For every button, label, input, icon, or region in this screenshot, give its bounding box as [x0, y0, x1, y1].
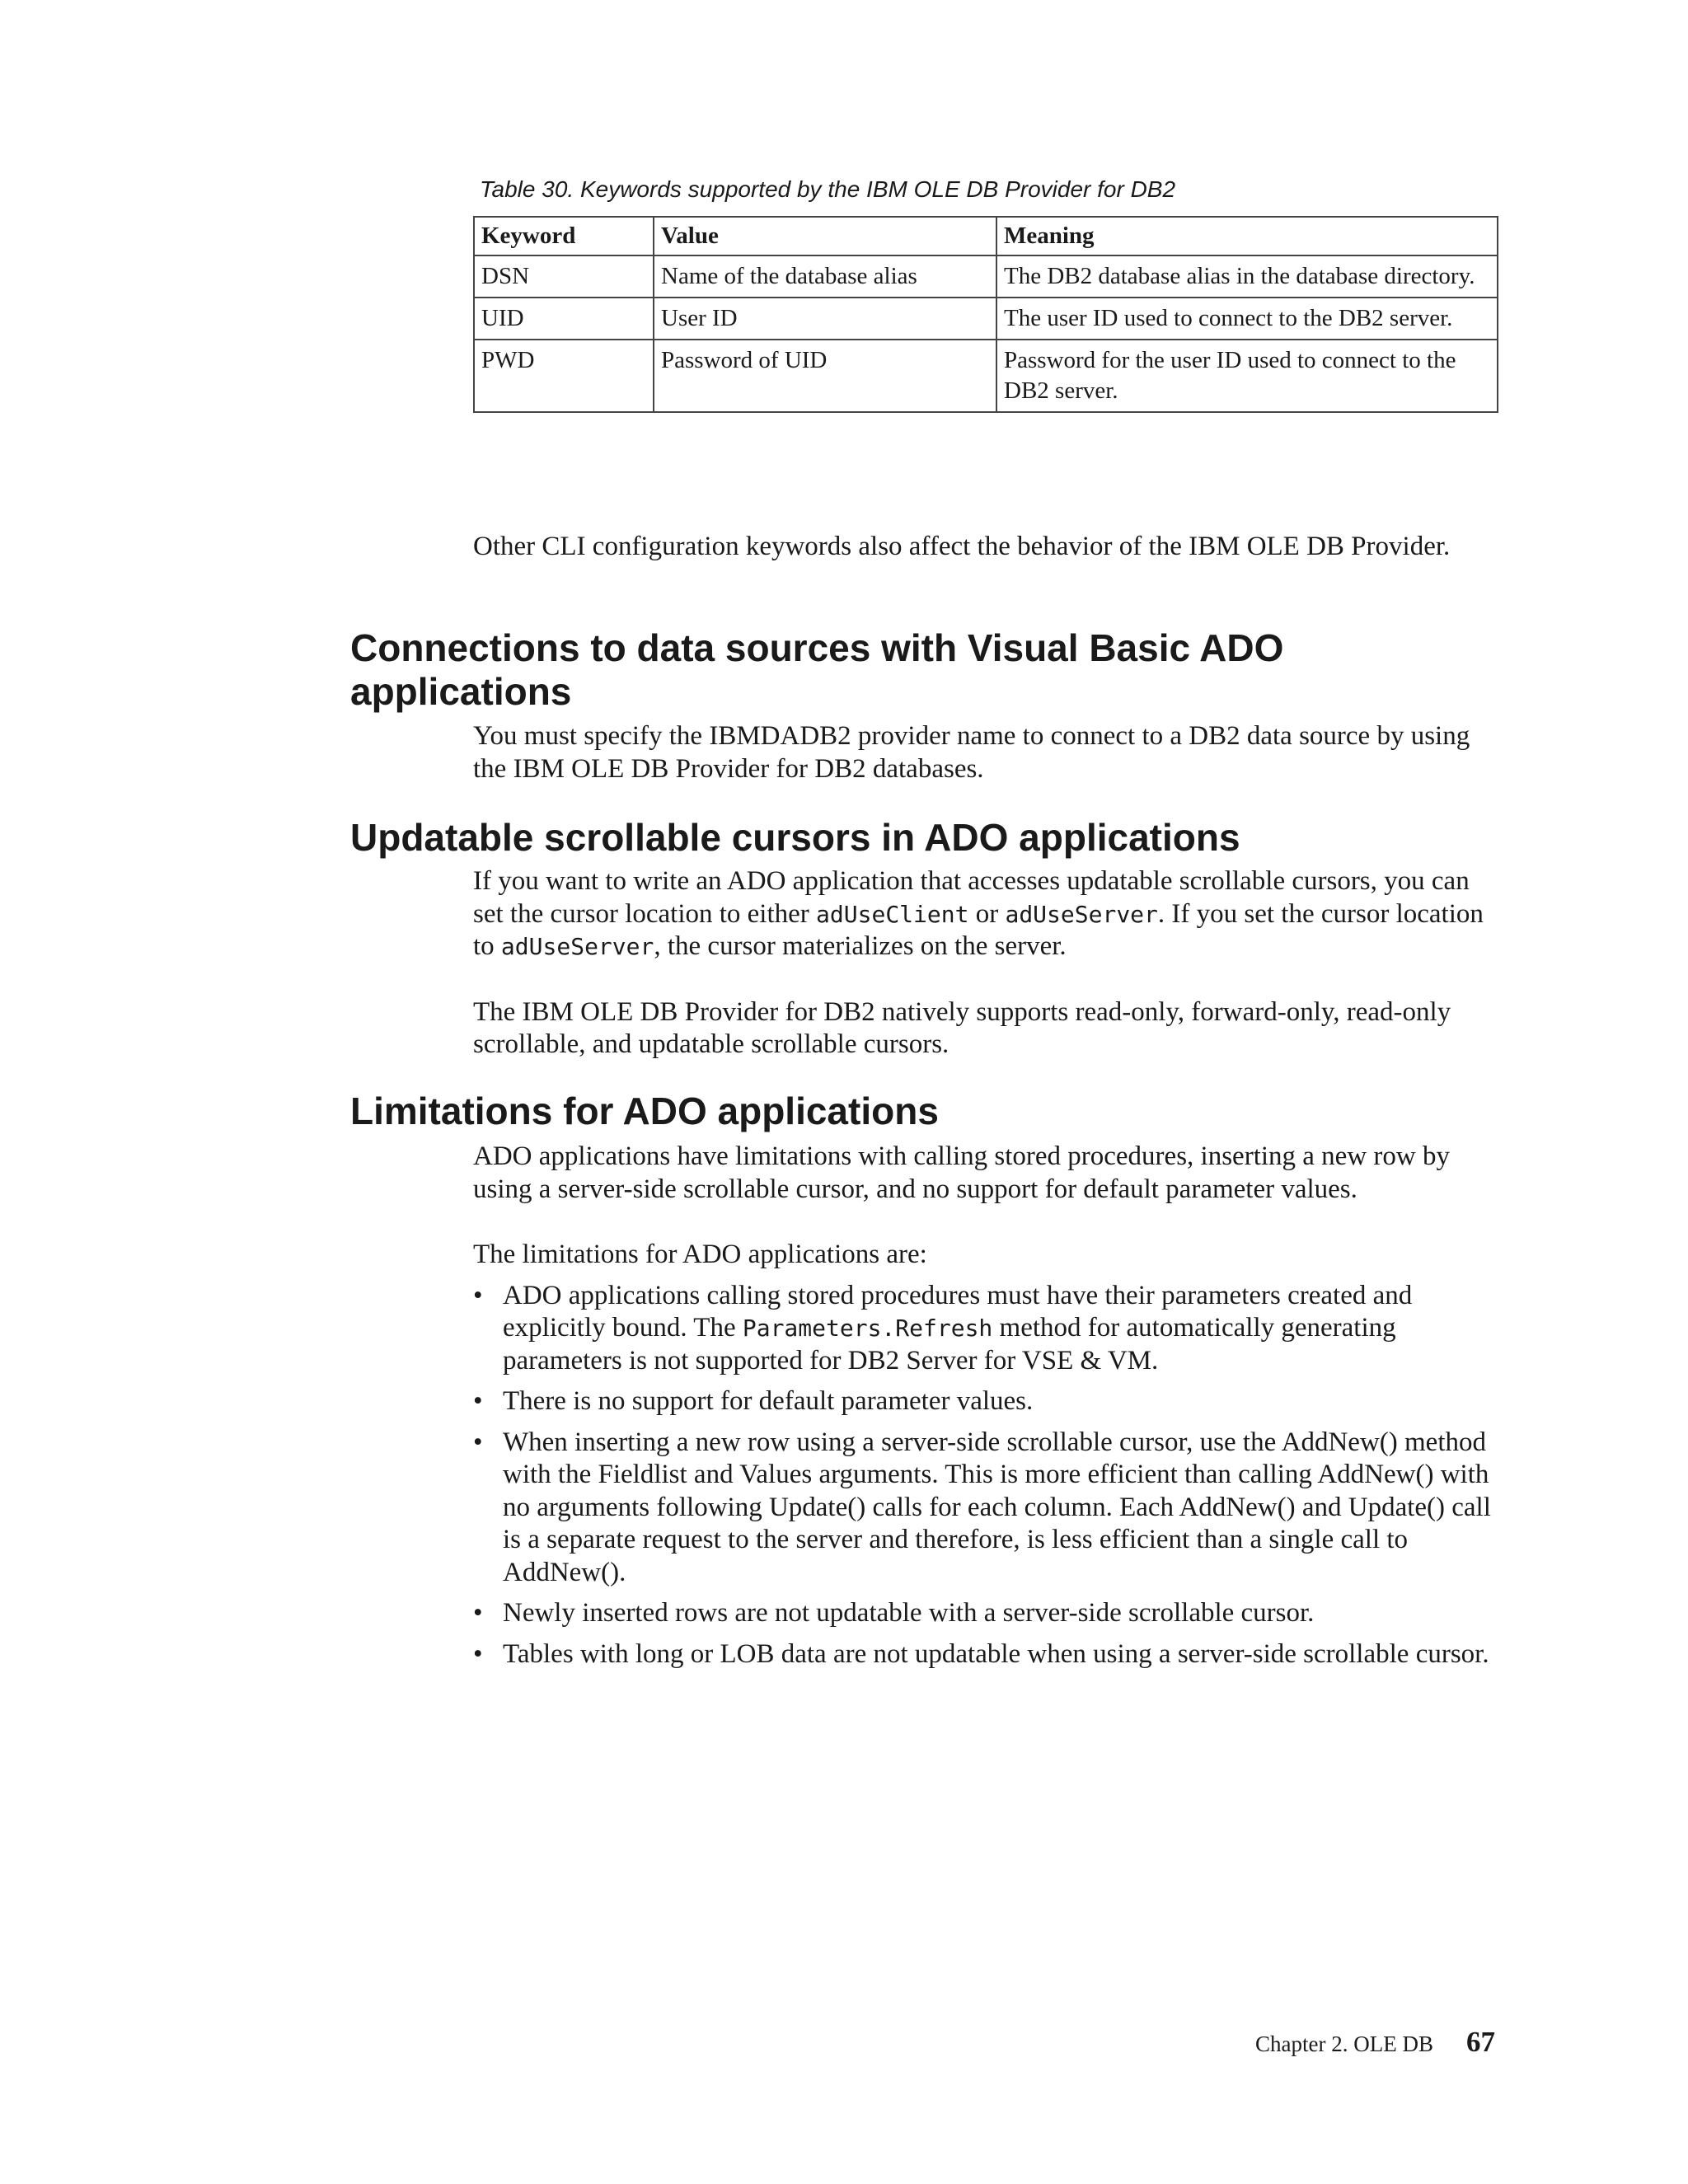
- paragraph: The IBM OLE DB Provider for DB2 natively supports read-only, forward-only, read-only scrollable, and updatable scrollable cursors.: [473, 996, 1451, 1059]
- page-number: 67: [1466, 2026, 1495, 2058]
- section-connections-body: [473, 720, 1503, 785]
- table-cell: Password for the user ID used to connect to the DB2 server.: [996, 340, 1498, 412]
- code-text: adUseClient: [816, 900, 969, 928]
- section-heading-updatable-cursors: Updatable scrollable cursors in ADO applications: [350, 816, 1240, 859]
- paragraph: The limitations for ADO applications are:: [473, 1240, 927, 1269]
- table-caption: Table 30. Keywords supported by the IBM OLE DB Provider for DB2: [480, 176, 1176, 202]
- paragraph: [473, 865, 1503, 963]
- table-header-row: [474, 217, 1498, 255]
- code-text: adUseServer: [1005, 900, 1158, 928]
- list-item: • When inserting a new row using a server-side scrollable cursor, use the AddNew() method with the Fieldlist and Values arguments. This is more efficient than calling AddNew() with no arguments following Update() calls for each column. Each AddNew() and Update() call is a separate request to the server and therefore, is less efficient than a single call to AddNew().: [473, 1427, 1503, 1590]
- list-item: • Tables with long or LOB data are not updatable when using a server-side scrollable cursor.: [473, 1638, 1503, 1671]
- table-cell: The user ID used to connect to the DB2 server.: [996, 298, 1498, 340]
- intro-paragraph: Other CLI configuration keywords also affect the behavior of the IBM OLE DB Provider.: [473, 532, 1451, 561]
- page-footer: [1255, 2026, 1495, 2059]
- table-header-cell: Keyword: [474, 217, 654, 255]
- text-run: If you want to write an ADO application that accesses updatable scrollable cursors, you can set the cursor location to either: [473, 866, 1470, 929]
- table-cell: DSN: [474, 255, 654, 298]
- text-run: method for automatically generating parameters is not supported for DB2 Server for VSE & VM.: [503, 1313, 1396, 1376]
- code-text: adUseServer: [500, 933, 654, 960]
- table-cell: Name of the database alias: [654, 255, 996, 298]
- limitations-list: [473, 1280, 1503, 1671]
- list-item: [473, 1280, 1503, 1378]
- text-run: . If you set the cursor location to: [473, 898, 1484, 961]
- table-cell: Password of UID: [654, 340, 996, 412]
- footer-chapter: Chapter 2. OLE DB: [1255, 2032, 1433, 2056]
- table-cell: PWD: [474, 340, 654, 412]
- table-row: [474, 298, 1498, 340]
- table-row: [474, 340, 1498, 412]
- table-cell: UID: [474, 298, 654, 340]
- text-run: or: [968, 898, 1006, 929]
- table-cell: User ID: [654, 298, 996, 340]
- keywords-table: [473, 216, 1498, 413]
- table-row: [474, 255, 1498, 298]
- code-text: Parameters.Refresh: [742, 1315, 993, 1342]
- text-run: , the cursor materializes on the server.: [654, 931, 1067, 961]
- table-header-cell: Value: [654, 217, 996, 255]
- list-item: • Newly inserted rows are not updatable with a server-side scrollable cursor.: [473, 1597, 1503, 1630]
- section-limitations-body: [473, 1141, 1503, 1679]
- section-updatable-body: [473, 865, 1503, 1062]
- table-header-cell: Meaning: [996, 217, 1498, 255]
- text-run: ADO applications calling stored procedures must have their parameters created and explicitly bound. The: [503, 1280, 1413, 1343]
- table-cell: The DB2 database alias in the database directory.: [996, 255, 1498, 298]
- paragraph: You must specify the IBMDADB2 provider name to connect to a DB2 data source by using the IBM OLE DB Provider for DB2 databases.: [473, 721, 1470, 784]
- paragraph: ADO applications have limitations with calling stored procedures, inserting a new row by using a server-side scrollable cursor, and no support for default parameter values.: [473, 1141, 1450, 1204]
- intro-paragraph-block: [473, 531, 1503, 564]
- list-item: • There is no support for default parameter values.: [473, 1385, 1503, 1418]
- section-heading-limitations: Limitations for ADO applications: [350, 1090, 939, 1132]
- section-heading-connections: Connections to data sources with Visual Basic ADO applications: [350, 626, 1284, 713]
